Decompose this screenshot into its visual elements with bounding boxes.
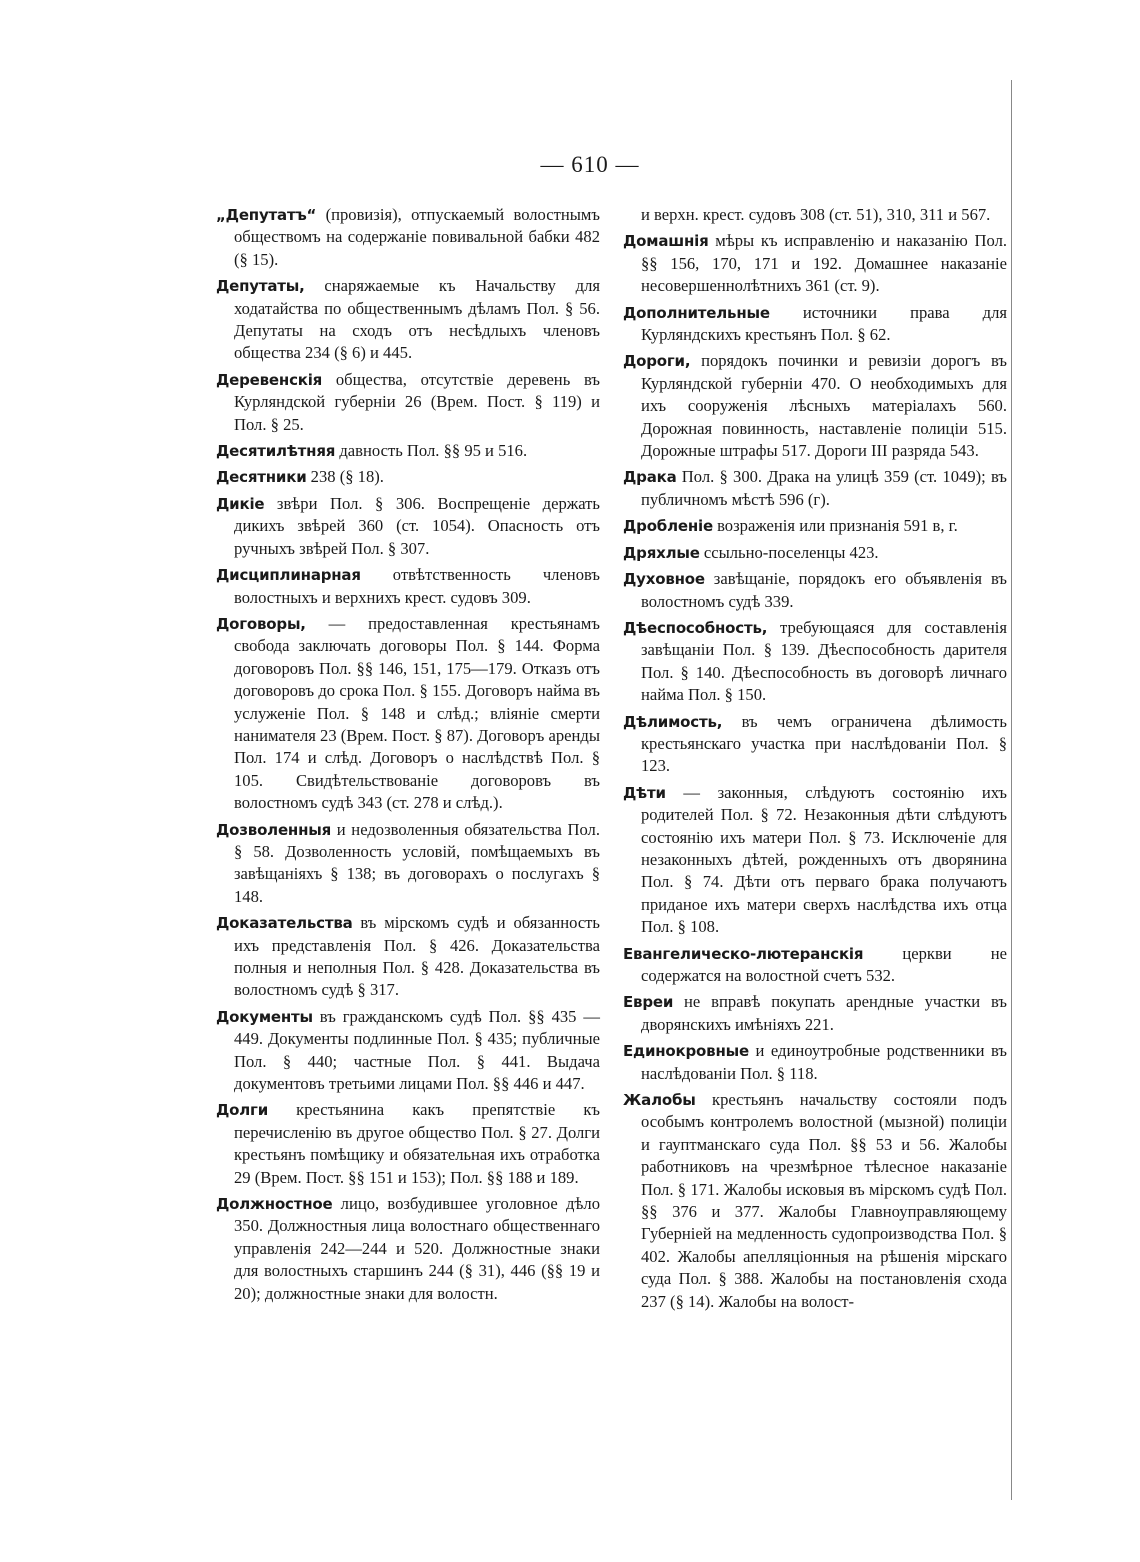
entry-headword: Десятники [216,468,307,487]
entry-text: ссыльно-поселенцы 423. [699,542,879,562]
entry-headword: Дикіе [216,494,265,513]
entry-headword: Дополнительные [623,303,770,322]
entry-headword: Евангелическо-лютеранскія [623,944,864,963]
index-entry [623,782,1007,939]
entry-headword: Дисциплинарная [216,566,361,585]
scan-edge-rule [1011,80,1012,1500]
entry-headword: Дробленіе [623,517,713,536]
entry-text: — предоставленная крестьянамъ свобода заключать договоры Пол. § 144. Форма договоровъ Пол. §§ 146, 151, 175—179. Отказъ отъ договоровъ до срока Пол. § 155. Договоръ найма въ услуженіе Пол. § 148 и слѣд.; вліяніе смерти нанимателя 23 (Врем. Пост. § 87). Договоръ аренды Пол. 174 и слѣд. Договоръ о наслѣдствѣ Пол. § 105. Свидѣтельствованіе договоровъ въ волостномъ судѣ 343 (ст. 278 и слѣд.). [234,613,600,813]
right-column [623,204,1007,1317]
index-entry [623,711,1007,778]
index-entry [216,1193,600,1305]
index-entry [623,943,1007,988]
entry-text: и верхн. крест. судовъ 308 (ст. 51), 310, 311 и 567. [641,205,991,224]
index-entry [216,1099,600,1189]
entry-headword: Должностное [216,1195,333,1214]
page-number: — 610 — [540,152,640,177]
entry-text: снаряжаемые къ Начальству для ходатайства по общественнымъ дѣламъ Пол. § 56. Депутаты на сходъ отъ несѣдлыхъ членовъ общества 234 (§ 6) и 445. [234,276,600,363]
index-entry [623,204,1007,226]
index-entry [216,819,600,909]
index-entry [216,369,600,436]
entry-headword: Жалобы [623,1091,696,1110]
entry-text: порядокъ починки и ревизіи дорогъ въ Курляндской губерніи 470. О необходимыхъ для ихъ сооруженія лѣсныхъ матеріалахъ 560. Дорожная повинность, наставленіе полиціи 515. Дорожные штрафы 517. Дороги III разряда 543. [641,351,1007,461]
entry-text: въ гражданскомъ судѣ Пол. §§ 435 — 449. Документы подлинные Пол. § 435; публичные Пол. § 440; частные Пол. § 441. Выдача документовъ третьими лицами Пол. §§ 446 и 447. [234,1006,600,1094]
entry-headword: Дѣеспособность, [623,618,768,637]
entry-text: возраженія или признанія 591 в, г. [712,516,958,536]
entry-text: завѣщаніе, порядокъ его объявленія въ волостномъ судѣ 339. [641,569,1007,611]
index-entry [623,568,1007,613]
entry-headword: Доказательства [216,914,353,933]
entry-text: общества, отсутствіе деревень въ Курляндской губерніи 26 (Врем. Пост. § 119) и Пол. § 25. [234,369,600,434]
entry-headword: Единокровные [623,1042,749,1061]
entry-text: крестьянина какъ препятствіе къ перечисленію въ другое общество Пол. § 27. Долги крестьянъ помѣщику и обязательная ихъ отработка 29 (Врем. Пост. §§ 151 и 153); Пол. §§ 188 и 189. [234,1100,600,1187]
index-entry [216,440,600,462]
entry-headword: Дряхлые [623,543,700,562]
index-entry [216,204,600,271]
index-entry [216,466,600,488]
index-entry [216,613,600,815]
entry-text: и единоутробные родственники въ наслѣдованіи Пол. § 118. [641,1041,1007,1083]
entry-headword: Договоры, [216,614,306,633]
entry-text: источники права для Курляндскихъ крестьянъ Пол. § 62. [641,302,1007,345]
entry-text: и недозволенныя обязательства Пол. § 58. Дозволенность условій, помѣщаемыхъ въ завѣщаніяхъ § 138; въ договорахъ о послугахъ § 148. [234,819,600,906]
index-entry [216,493,600,560]
entry-headword: Десятилѣтняя [216,442,336,461]
index-entry [216,275,600,365]
entry-headword: Домашнія [623,232,709,251]
index-entry [623,617,1007,707]
entry-headword: Дороги, [623,352,691,371]
entry-headword: Духовное [623,570,705,589]
entry-text: давность Пол. §§ 95 и 516. [335,441,528,461]
entry-text: отвѣтственность членовъ волостныхъ и верхнихъ крест. судовъ 309. [234,565,600,607]
index-entry [623,515,1007,537]
entry-headword: Деревенскія [216,370,323,389]
index-entry [623,230,1007,297]
index-entry [623,991,1007,1036]
index-entry [216,912,600,1002]
entry-headword: Дозволенныя [216,820,332,839]
index-entry [216,564,600,609]
index-entry [623,350,1007,462]
index-entry [623,302,1007,347]
left-column [216,204,600,1309]
entry-text: требующаяся для составленія завѣщаніи Пол. § 139. Дѣеспособность дарителя Пол. § 140. Дѣеспособность въ договорѣ личнаго найма Пол. § 150. [641,617,1007,705]
entry-text: въ мірскомъ судѣ и обязанность ихъ представленія Пол. § 426. Доказательства полныя и неполныя Пол. § 428. Доказательства въ волостномъ судѣ § 317. [234,913,600,1000]
entry-headword: Депутаты, [216,277,305,296]
entry-text: церкви не содержатся на волостной счетъ 532. [641,943,1007,985]
index-entry [623,1040,1007,1085]
entry-text: (провизія), отпускаемый волостнымъ обществомъ на содержаніе повивальной бабки 482 (§ 15). [234,205,600,269]
entry-text: — законныя, слѣдуютъ состоянію ихъ родителей Пол. § 72. Незаконныя дѣти слѣдуютъ состоянію ихъ матери Пол. § 73. Исключеніе для незаконныхъ дѣтей, рожденныхъ отъ дворянина Пол. § 74. Дѣти отъ перваго брака получаютъ приданое ихъ матери сверхъ наслѣдства ихъ отца Пол. § 108. [641,782,1007,937]
index-entry [216,1006,600,1096]
entry-text: въ чемъ ограничена дѣлимость крестьянскаго участка при наслѣдованіи Пол. § 123. [641,711,1007,776]
entry-text: звѣри Пол. § 306. Воспрещеніе держать дикихъ звѣрей 360 (ст. 1054). Опасность отъ ручныхъ звѣрей Пол. § 307. [234,493,600,558]
entry-text: Пол. § 300. Драка на улицѣ 359 (ст. 1049); въ публичномъ мѣстѣ 596 (г). [641,467,1007,509]
index-entry [623,1089,1007,1313]
entry-headword: Евреи [623,993,674,1012]
entry-headword: Драка [623,468,677,487]
entry-text: мѣры къ исправленію и наказанію Пол. §§ 156, 170, 171 и 192. Домашнее наказаніе несовершеннолѣтнихъ 361 (ст. 9). [641,231,1007,296]
entry-text: крестьянъ начальству состояли подъ особымъ контролемъ волостной (мызной) полиціи и гауптманскаго суда Пол. §§ 53 и 56. Жалобы работниковъ на чрезмѣрное тѣлесное наказаніе Пол. § 171. Жалобы исковыя въ мірскомъ судѣ Пол. §§ 376 и 377. Жалобы Главноуправляющему Губерніей на медленность судопроизводства Пол. § 402. Жалобы апелляціонныя на рѣшенія мірскаго суда Пол. § 388. Жалобы на постановленія схода 237 (§ 14). Жалобы на волост- [641,1090,1007,1311]
index-entry [623,466,1007,511]
entry-text: лицо, возбудившее уголовное дѣло 350. Должностныя лица волостнаго общественнаго управленія 242—244 и 520. Должностные знаки для волостныхъ старшинъ 244 (§ 31), 446 (§§ 19 и 20); должностные знаки для волостн. [234,1194,600,1303]
entry-headword: Долги [216,1101,268,1120]
entry-headword: Документы [216,1007,313,1026]
entry-text: 238 (§ 18). [306,467,384,487]
entry-headword: Дѣти [623,783,666,802]
entry-text: не вправѣ покупать арендные участки въ дворянскихъ имѣніяхъ 221. [641,992,1007,1034]
entry-headword: „Депутатъ“ [216,206,317,224]
index-entry [623,542,1007,564]
entry-headword: Дѣлимость, [623,712,723,731]
